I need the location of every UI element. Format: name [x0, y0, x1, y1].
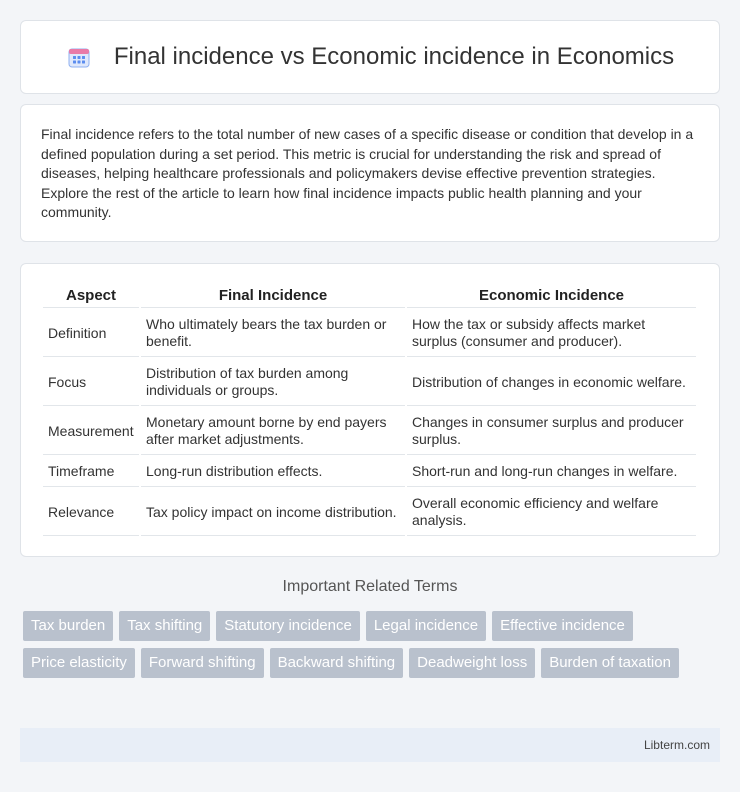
- cell-aspect: Focus: [43, 359, 139, 406]
- related-terms-title: Important Related Terms: [282, 578, 458, 595]
- title-card: [20, 20, 720, 94]
- cell-final: Long-run distribution effects.: [141, 457, 405, 487]
- tag-tax-burden[interactable]: Tax burden: [23, 611, 113, 641]
- cell-final: Distribution of tax burden among individuals or groups.: [141, 359, 405, 406]
- tag-statutory-incidence[interactable]: Statutory incidence: [216, 611, 360, 641]
- related-terms-tags: [23, 611, 713, 678]
- cell-aspect: Measurement: [43, 408, 139, 455]
- calendar-grid-icon: [66, 44, 92, 70]
- tag-tax-shifting[interactable]: Tax shifting: [119, 611, 210, 641]
- tag-burden-of-taxation[interactable]: Burden of taxation: [541, 648, 679, 678]
- cell-economic: Distribution of changes in economic welfare.: [407, 359, 696, 406]
- cell-economic: Short-run and long-run changes in welfare.: [407, 457, 696, 487]
- table-header-row: [43, 286, 696, 308]
- cell-aspect: Relevance: [43, 489, 139, 536]
- tag-backward-shifting[interactable]: Backward shifting: [270, 648, 404, 678]
- cell-final: Monetary amount borne by end payers after market adjustments.: [141, 408, 405, 455]
- footer-brand-link[interactable]: Libterm.com: [643, 738, 710, 752]
- table-row: [43, 359, 696, 406]
- table-row: [43, 310, 696, 357]
- cell-economic: Overall economic efficiency and welfare analysis.: [407, 489, 696, 536]
- cell-economic: Changes in consumer surplus and producer surplus.: [407, 408, 696, 455]
- table-row: [43, 489, 696, 536]
- table-row: [43, 408, 696, 455]
- intro-card: [20, 104, 720, 242]
- cell-economic: How the tax or subsidy affects market surplus (consumer and producer).: [407, 310, 696, 357]
- tag-legal-incidence[interactable]: Legal incidence: [366, 611, 486, 641]
- comparison-table-card: [20, 263, 720, 557]
- cell-final: Tax policy impact on income distribution.: [141, 489, 405, 536]
- tag-price-elasticity[interactable]: Price elasticity: [23, 648, 135, 678]
- cell-final: Who ultimately bears the tax burden or benefit.: [141, 310, 405, 357]
- intro-paragraph: Final incidence refers to the total number of new cases of a specific disease or condition that develop in a defined population during a set period. This metric is crucial for understanding the risk and spread of diseases, helping healthcare professionals and policymakers devise effective prevention strategies. Explore the rest of the article to learn how final incidence impacts public health planning and your community.: [41, 126, 694, 220]
- cell-aspect: Definition: [43, 310, 139, 357]
- table-row: [43, 457, 696, 487]
- cell-aspect: Timeframe: [43, 457, 139, 487]
- header-economic-incidence: Economic Incidence: [407, 286, 696, 308]
- tag-forward-shifting[interactable]: Forward shifting: [141, 648, 264, 678]
- page-title: Final incidence vs Economic incidence in Economics: [113, 43, 675, 70]
- footer: [20, 728, 720, 762]
- header-final-incidence: Final Incidence: [141, 286, 405, 308]
- header-aspect: Aspect: [43, 286, 139, 308]
- comparison-table: [41, 284, 698, 538]
- tag-effective-incidence[interactable]: Effective incidence: [492, 611, 633, 641]
- tag-deadweight-loss[interactable]: Deadweight loss: [409, 648, 535, 678]
